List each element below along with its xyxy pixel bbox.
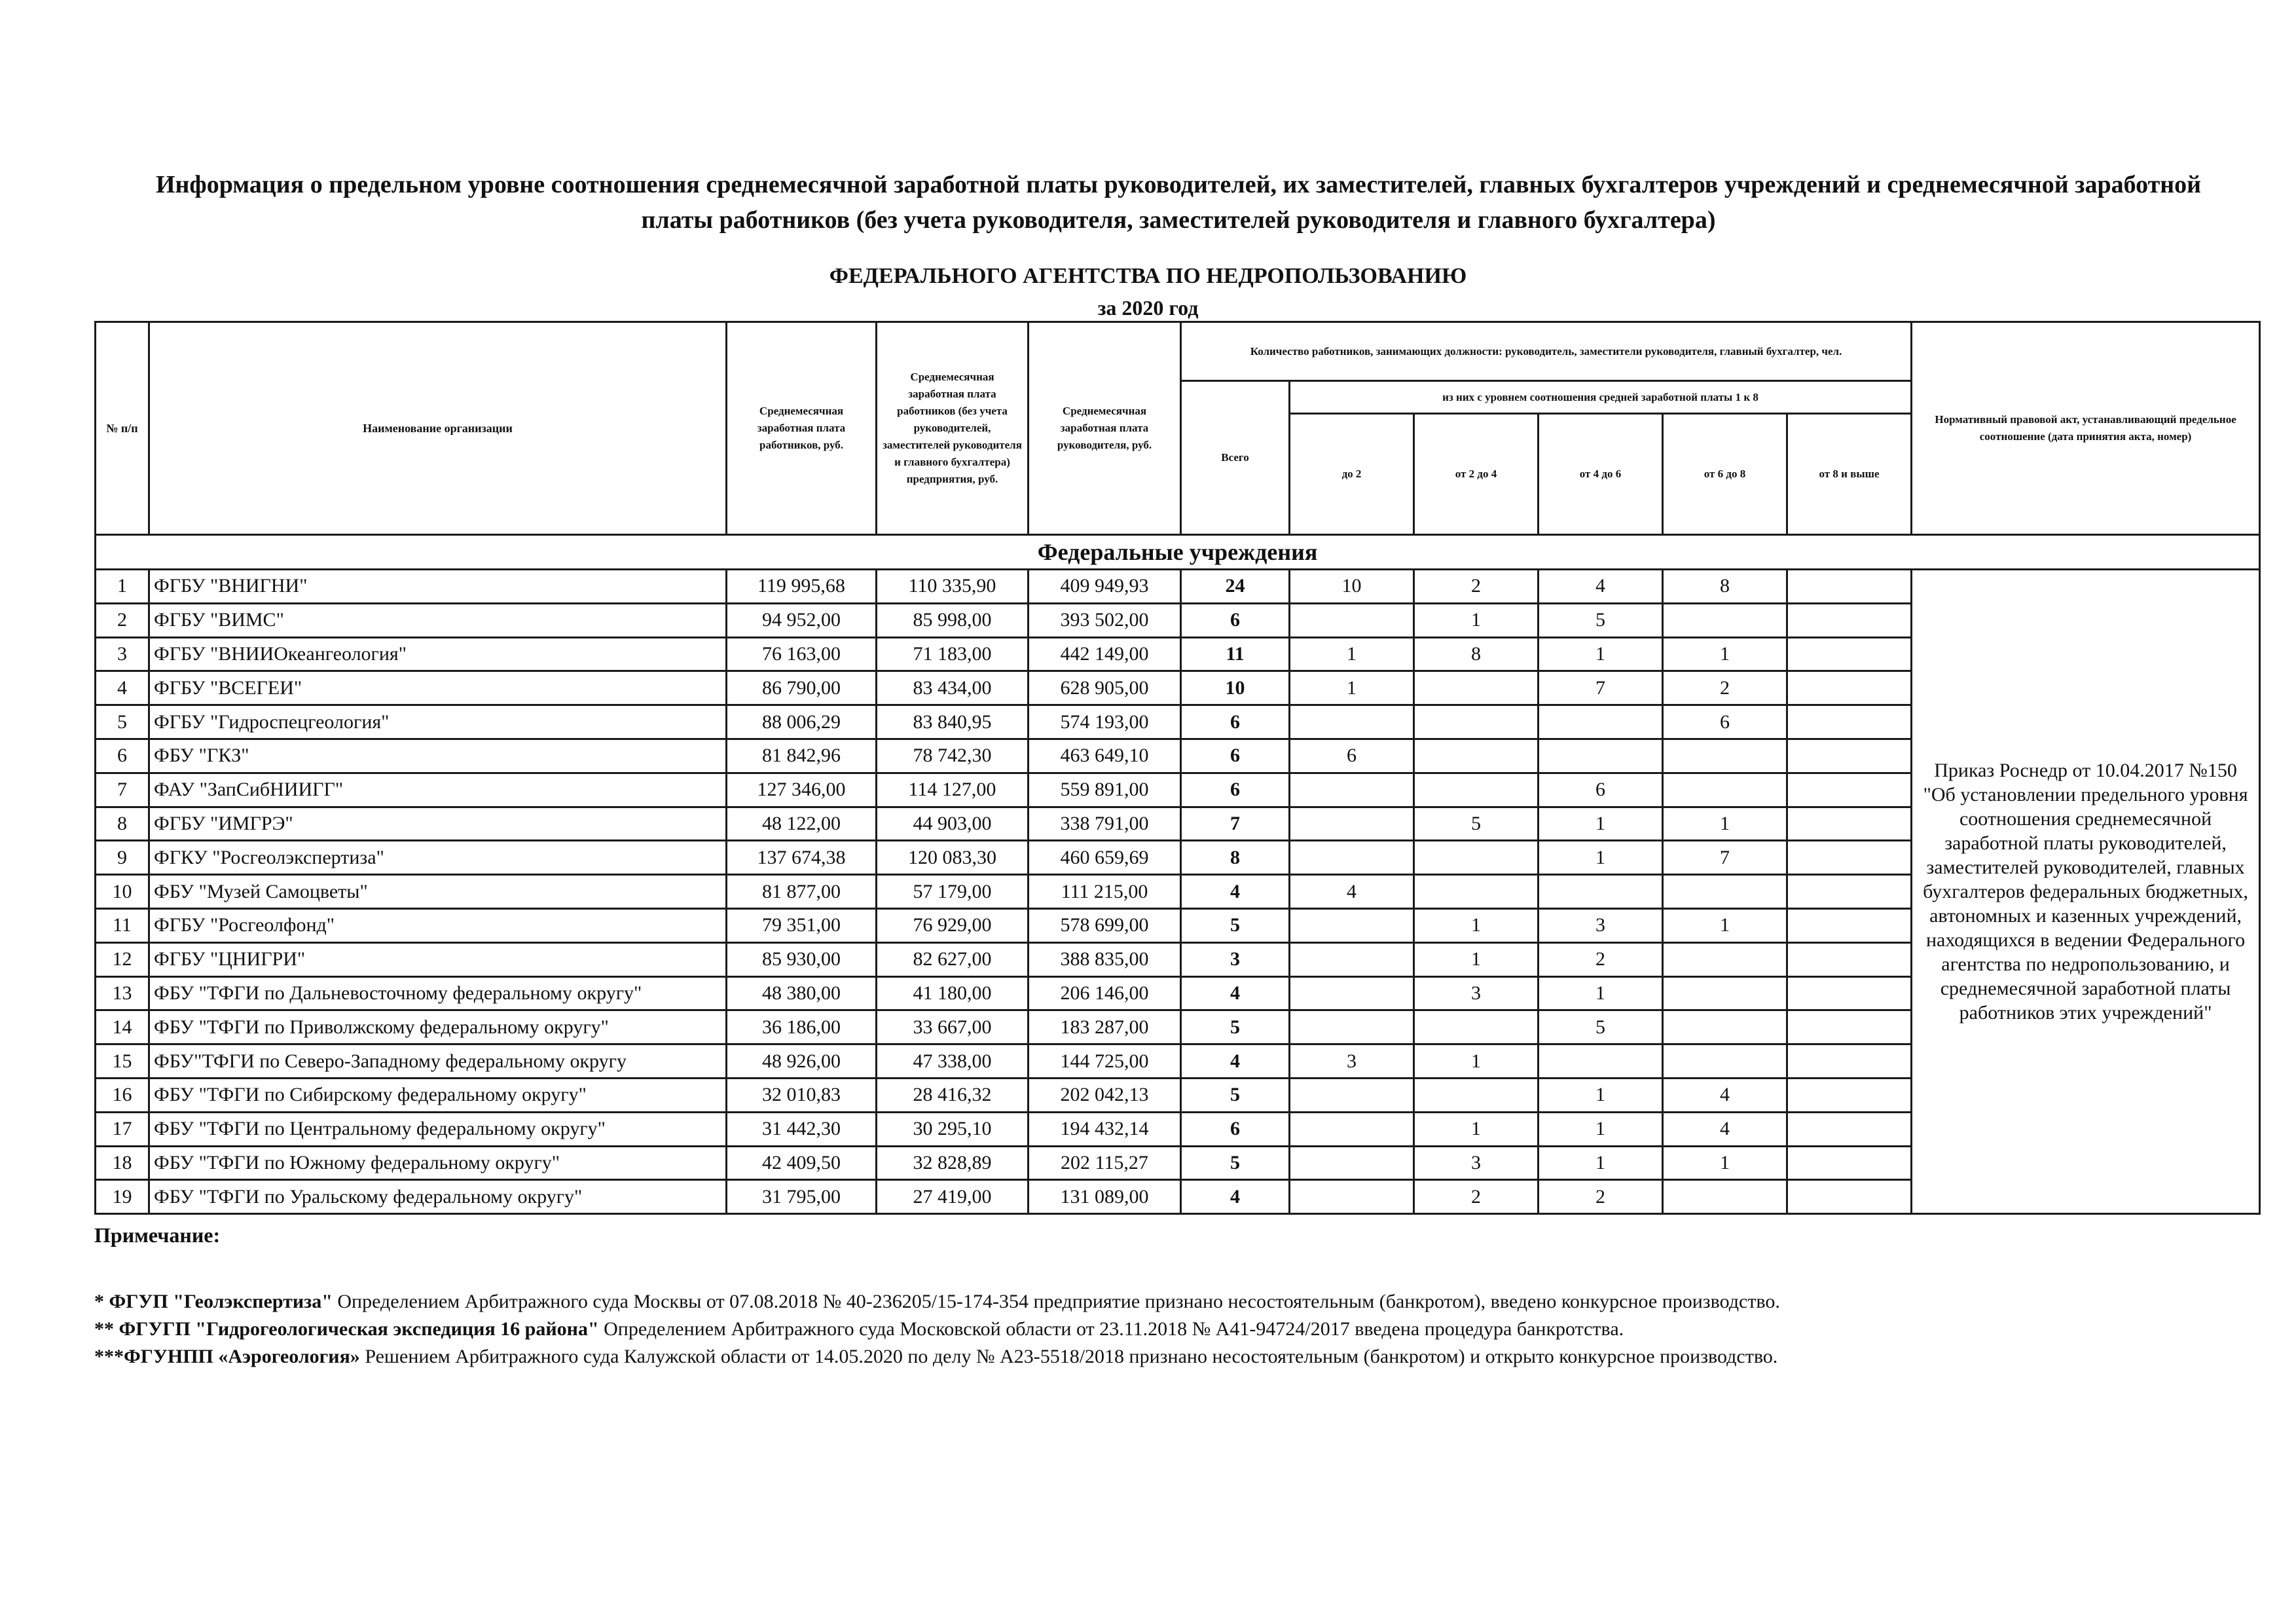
row-number: 10	[96, 875, 149, 909]
count-total: 5	[1181, 908, 1290, 942]
count-8-plus	[1787, 1078, 1912, 1112]
avg-salary-head: 393 502,00	[1029, 603, 1181, 637]
header-ratio-8-plus: от 8 и выше	[1787, 414, 1912, 535]
avg-salary-head: 463 649,10	[1029, 739, 1181, 773]
org-name: ФБУ"ТФГИ по Северо-Западному федеральному округу	[149, 1044, 727, 1079]
avg-salary-excl: 83 840,95	[877, 705, 1029, 739]
org-name: ФБУ "ТФГИ по Уральскому федеральному округу"	[149, 1180, 727, 1214]
count-4-to-6	[1539, 875, 1663, 909]
org-name: ФГБУ "ВНИГНИ"	[149, 570, 727, 604]
count-6-to-8: 2	[1663, 671, 1787, 705]
count-2-to-4	[1414, 773, 1539, 807]
row-number: 6	[96, 739, 149, 773]
avg-salary-head: 111 215,00	[1029, 875, 1181, 909]
row-number: 14	[96, 1010, 149, 1044]
row-number: 16	[96, 1078, 149, 1112]
header-ratio-6-to-8: от 6 до 8	[1663, 414, 1787, 535]
avg-salary-head: 442 149,00	[1029, 637, 1181, 671]
count-4-to-6: 2	[1539, 1180, 1663, 1214]
count-2-to-4: 1	[1414, 908, 1539, 942]
count-8-plus	[1787, 1180, 1912, 1214]
header-ratio-2-to-4: от 2 до 4	[1414, 414, 1539, 535]
count-total: 4	[1181, 976, 1290, 1010]
notes-list	[94, 1288, 2255, 1371]
note-prefix: **	[94, 1318, 119, 1340]
count-4-to-6: 4	[1539, 570, 1663, 604]
count-8-plus	[1787, 637, 1912, 671]
header-avg-salary-excl: Среднемесячная заработная плата работников (без учета руководителей, заместителей руководителя и главного бухгалтера) предприятия, руб.	[877, 322, 1029, 535]
row-number: 12	[96, 942, 149, 976]
avg-salary-head: 194 432,14	[1029, 1112, 1181, 1146]
avg-salary-excl: 110 335,90	[877, 570, 1029, 604]
org-name: ФГБУ "Росгеолфонд"	[149, 908, 727, 942]
org-name: ФБУ "ТФГИ по Приволжскому федеральному округу"	[149, 1010, 727, 1044]
avg-salary-head: 628 905,00	[1029, 671, 1181, 705]
avg-salary-head: 578 699,00	[1029, 908, 1181, 942]
avg-salary-excl: 41 180,00	[877, 976, 1029, 1010]
count-2-to-4: 1	[1414, 942, 1539, 976]
avg-salary-head: 206 146,00	[1029, 976, 1181, 1010]
count-4-to-6: 3	[1539, 908, 1663, 942]
avg-salary-workers: 127 346,00	[727, 773, 877, 807]
avg-salary-workers: 85 930,00	[727, 942, 877, 976]
org-name: ФБУ "Музей Самоцветы"	[149, 875, 727, 909]
avg-salary-excl: 33 667,00	[877, 1010, 1029, 1044]
count-6-to-8	[1663, 773, 1787, 807]
count-6-to-8	[1663, 603, 1787, 637]
count-8-plus	[1787, 773, 1912, 807]
row-number: 17	[96, 1112, 149, 1146]
org-name: ФБУ "ГКЗ"	[149, 739, 727, 773]
avg-salary-excl: 57 179,00	[877, 875, 1029, 909]
note-item	[94, 1316, 2255, 1343]
count-up-to-2	[1290, 1112, 1414, 1146]
org-name: ФГБУ "ВНИИОкеангеология"	[149, 637, 727, 671]
count-8-plus	[1787, 841, 1912, 875]
count-8-plus	[1787, 1112, 1912, 1146]
avg-salary-excl: 78 742,30	[877, 739, 1029, 773]
count-4-to-6: 5	[1539, 1010, 1663, 1044]
count-6-to-8: 8	[1663, 570, 1787, 604]
count-2-to-4: 3	[1414, 976, 1539, 1010]
avg-salary-excl: 47 338,00	[877, 1044, 1029, 1079]
avg-salary-head: 131 089,00	[1029, 1180, 1181, 1214]
count-up-to-2	[1290, 603, 1414, 637]
count-4-to-6: 1	[1539, 807, 1663, 841]
header-ratio-up-to-2: до 2	[1290, 414, 1414, 535]
note-prefix: *	[94, 1291, 109, 1312]
avg-salary-workers: 48 926,00	[727, 1044, 877, 1079]
count-4-to-6: 6	[1539, 773, 1663, 807]
count-2-to-4	[1414, 705, 1539, 739]
avg-salary-workers: 79 351,00	[727, 908, 877, 942]
header-org-name: Наименование организации	[149, 322, 727, 535]
salary-ratio-table	[94, 321, 2261, 1215]
notes-block	[94, 1223, 2255, 1371]
count-up-to-2	[1290, 976, 1414, 1010]
count-6-to-8: 4	[1663, 1112, 1787, 1146]
count-total: 11	[1181, 637, 1290, 671]
count-4-to-6: 1	[1539, 1112, 1663, 1146]
count-total: 4	[1181, 1180, 1290, 1214]
count-4-to-6: 1	[1539, 841, 1663, 875]
count-8-plus	[1787, 739, 1912, 773]
count-6-to-8: 1	[1663, 1146, 1787, 1180]
count-4-to-6: 1	[1539, 1146, 1663, 1180]
note-item	[94, 1343, 2255, 1371]
count-total: 4	[1181, 875, 1290, 909]
note-org: ФГУП "Геолэкспертиза"	[109, 1291, 333, 1312]
count-8-plus	[1787, 1044, 1912, 1079]
header-ratio-group: из них с уровнем соотношения средней заработной платы 1 к 8	[1290, 381, 1912, 414]
row-number: 9	[96, 841, 149, 875]
count-2-to-4: 8	[1414, 637, 1539, 671]
avg-salary-workers: 86 790,00	[727, 671, 877, 705]
count-total: 6	[1181, 1112, 1290, 1146]
avg-salary-workers: 36 186,00	[727, 1010, 877, 1044]
count-up-to-2: 3	[1290, 1044, 1414, 1079]
note-text: Определением Арбитражного суда Московской области от 23.11.2018 № А41-94724/2017 введена процедура банкротства.	[598, 1318, 1624, 1340]
row-number: 13	[96, 976, 149, 1010]
count-8-plus	[1787, 671, 1912, 705]
org-name: ФБУ "ТФГИ по Южному федеральному округу"	[149, 1146, 727, 1180]
header-count-group: Количество работников, занимающих должности: руководитель, заместители руководителя, главный бухгалтер, чел.	[1181, 322, 1912, 381]
count-2-to-4	[1414, 1078, 1539, 1112]
row-number: 3	[96, 637, 149, 671]
count-total: 6	[1181, 705, 1290, 739]
count-6-to-8: 7	[1663, 841, 1787, 875]
org-name: ФГКУ "Росгеолэкспертиза"	[149, 841, 727, 875]
avg-salary-excl: 85 998,00	[877, 603, 1029, 637]
org-name: ФГБУ "Гидроспецгеология"	[149, 705, 727, 739]
count-8-plus	[1787, 807, 1912, 841]
notes-label: Примечание:	[94, 1223, 221, 1247]
note-item	[94, 1288, 2255, 1316]
avg-salary-workers: 81 877,00	[727, 875, 877, 909]
count-up-to-2: 4	[1290, 875, 1414, 909]
count-8-plus	[1787, 603, 1912, 637]
count-total: 6	[1181, 739, 1290, 773]
row-number: 19	[96, 1180, 149, 1214]
avg-salary-excl: 76 929,00	[877, 908, 1029, 942]
row-number: 4	[96, 671, 149, 705]
note-prefix: ***	[94, 1346, 124, 1367]
avg-salary-workers: 48 380,00	[727, 976, 877, 1010]
count-total: 6	[1181, 603, 1290, 637]
count-up-to-2	[1290, 1146, 1414, 1180]
document-title: Информация о предельном уровне соотношения среднемесячной заработной платы руководителей, их заместителей, главных бухгалтеров учреждений и среднемесячной заработной платы работников (без учета руководителя, заместителей руководителя и главного бухгалтера)	[155, 171, 2202, 234]
header-num: № п/п	[96, 322, 149, 535]
count-2-to-4: 1	[1414, 1112, 1539, 1146]
avg-salary-head: 388 835,00	[1029, 942, 1181, 976]
avg-salary-workers: 76 163,00	[727, 637, 877, 671]
count-2-to-4	[1414, 1010, 1539, 1044]
count-up-to-2	[1290, 1180, 1414, 1214]
count-6-to-8	[1663, 1044, 1787, 1079]
section-title: Федеральные учреждения	[96, 535, 2260, 570]
count-8-plus	[1787, 1010, 1912, 1044]
count-4-to-6: 1	[1539, 976, 1663, 1010]
agency-name: ФЕДЕРАЛЬНОГО АГЕНТСТВА ПО НЕДРОПОЛЬЗОВАНИЮ	[829, 264, 1467, 288]
note-text: Решением Арбитражного суда Калужской области от 14.05.2020 по делу № А23-5518/2018 признано несостоятельным (банкротом) и открыто конкурсное производство.	[359, 1346, 1778, 1367]
header-avg-salary-workers: Среднемесячная заработная плата работников, руб.	[727, 322, 877, 535]
count-total: 24	[1181, 570, 1290, 604]
row-number: 5	[96, 705, 149, 739]
count-6-to-8: 6	[1663, 705, 1787, 739]
row-number: 2	[96, 603, 149, 637]
count-up-to-2: 10	[1290, 570, 1414, 604]
avg-salary-workers: 119 995,68	[727, 570, 877, 604]
count-4-to-6	[1539, 739, 1663, 773]
count-6-to-8: 1	[1663, 637, 1787, 671]
count-6-to-8: 1	[1663, 908, 1787, 942]
count-up-to-2: 6	[1290, 739, 1414, 773]
table-row	[96, 570, 2260, 604]
org-name: ФБУ "ТФГИ по Центральному федеральному округу"	[149, 1112, 727, 1146]
count-8-plus	[1787, 570, 1912, 604]
count-6-to-8	[1663, 739, 1787, 773]
avg-salary-excl: 44 903,00	[877, 807, 1029, 841]
avg-salary-workers: 42 409,50	[727, 1146, 877, 1180]
avg-salary-workers: 88 006,29	[727, 705, 877, 739]
count-6-to-8: 4	[1663, 1078, 1787, 1112]
count-2-to-4: 5	[1414, 807, 1539, 841]
count-total: 5	[1181, 1010, 1290, 1044]
count-6-to-8	[1663, 942, 1787, 976]
count-total: 7	[1181, 807, 1290, 841]
avg-salary-workers: 31 795,00	[727, 1180, 877, 1214]
org-name: ФГБУ "ВИМС"	[149, 603, 727, 637]
count-2-to-4: 1	[1414, 1044, 1539, 1079]
org-name: ФБУ "ТФГИ по Дальневосточному федеральному округу"	[149, 976, 727, 1010]
count-total: 5	[1181, 1146, 1290, 1180]
count-total: 6	[1181, 773, 1290, 807]
count-8-plus	[1787, 1146, 1912, 1180]
count-2-to-4: 2	[1414, 570, 1539, 604]
count-up-to-2: 1	[1290, 671, 1414, 705]
avg-salary-head: 202 115,27	[1029, 1146, 1181, 1180]
count-8-plus	[1787, 908, 1912, 942]
avg-salary-head: 338 791,00	[1029, 807, 1181, 841]
count-2-to-4	[1414, 739, 1539, 773]
avg-salary-head: 144 725,00	[1029, 1044, 1181, 1079]
count-6-to-8	[1663, 875, 1787, 909]
count-8-plus	[1787, 942, 1912, 976]
org-name: ФАУ "ЗапСибНИИГГ"	[149, 773, 727, 807]
count-8-plus	[1787, 875, 1912, 909]
org-name: ФГБУ "ИМГРЭ"	[149, 807, 727, 841]
count-4-to-6	[1539, 705, 1663, 739]
row-number: 1	[96, 570, 149, 604]
count-total: 4	[1181, 1044, 1290, 1079]
count-6-to-8	[1663, 1180, 1787, 1214]
avg-salary-head: 559 891,00	[1029, 773, 1181, 807]
count-2-to-4	[1414, 875, 1539, 909]
count-up-to-2	[1290, 841, 1414, 875]
count-total: 5	[1181, 1078, 1290, 1112]
org-name: ФГБУ "ВСЕГЕИ"	[149, 671, 727, 705]
row-number: 7	[96, 773, 149, 807]
row-number: 11	[96, 908, 149, 942]
avg-salary-excl: 27 419,00	[877, 1180, 1029, 1214]
count-up-to-2	[1290, 908, 1414, 942]
count-2-to-4	[1414, 841, 1539, 875]
count-2-to-4: 2	[1414, 1180, 1539, 1214]
avg-salary-excl: 28 416,32	[877, 1078, 1029, 1112]
count-4-to-6: 1	[1539, 1078, 1663, 1112]
avg-salary-excl: 32 828,89	[877, 1146, 1029, 1180]
avg-salary-head: 409 949,93	[1029, 570, 1181, 604]
note-org: ФГУНПП «Аэрогеология»	[124, 1346, 360, 1367]
legal-act-text: Приказ Роснедр от 10.04.2017 №150 "Об установлении предельного уровня соотношения среднемесячной заработной платы руководителей, заместителей руководителей, главных бухгалтеров федеральных бюджетных, автономных и казенных учреждений, находящихся в ведении Федерального агентства по недропользованию, и среднемесячной заработной платы работников этих учреждений"	[1912, 570, 2260, 1214]
header-legal-act: Нормативный правовой акт, устанавливающий предельное соотношение (дата принятия акта, номер)	[1912, 322, 2260, 535]
count-6-to-8	[1663, 976, 1787, 1010]
count-total: 10	[1181, 671, 1290, 705]
count-6-to-8	[1663, 1010, 1787, 1044]
avg-salary-excl: 30 295,10	[877, 1112, 1029, 1146]
avg-salary-workers: 94 952,00	[727, 603, 877, 637]
note-org: ФГУГП "Гидрогеологическая экспедиция 16 района"	[118, 1318, 599, 1340]
avg-salary-workers: 48 122,00	[727, 807, 877, 841]
avg-salary-workers: 32 010,83	[727, 1078, 877, 1112]
count-4-to-6: 5	[1539, 603, 1663, 637]
count-up-to-2	[1290, 1078, 1414, 1112]
count-8-plus	[1787, 976, 1912, 1010]
count-up-to-2	[1290, 942, 1414, 976]
row-number: 18	[96, 1146, 149, 1180]
count-2-to-4: 3	[1414, 1146, 1539, 1180]
count-total: 3	[1181, 942, 1290, 976]
count-2-to-4: 1	[1414, 603, 1539, 637]
org-name: ФБУ "ТФГИ по Сибирскому федеральному округу"	[149, 1078, 727, 1112]
count-2-to-4	[1414, 671, 1539, 705]
avg-salary-excl: 82 627,00	[877, 942, 1029, 976]
header-total: Всего	[1181, 381, 1290, 535]
report-period: за 2020 год	[1097, 296, 1199, 320]
count-total: 8	[1181, 841, 1290, 875]
count-8-plus	[1787, 705, 1912, 739]
count-up-to-2	[1290, 1010, 1414, 1044]
count-up-to-2	[1290, 807, 1414, 841]
count-6-to-8: 1	[1663, 807, 1787, 841]
avg-salary-excl: 83 434,00	[877, 671, 1029, 705]
avg-salary-excl: 120 083,30	[877, 841, 1029, 875]
avg-salary-excl: 114 127,00	[877, 773, 1029, 807]
avg-salary-head: 460 659,69	[1029, 841, 1181, 875]
note-text: Определением Арбитражного суда Москвы от 07.08.2018 № 40-236205/15-174-354 предприятие признано несостоятельным (банкротом), введено конкурсное производство.	[332, 1291, 1780, 1312]
avg-salary-head: 574 193,00	[1029, 705, 1181, 739]
count-4-to-6: 7	[1539, 671, 1663, 705]
avg-salary-head: 183 287,00	[1029, 1010, 1181, 1044]
avg-salary-workers: 137 674,38	[727, 841, 877, 875]
avg-salary-workers: 31 442,30	[727, 1112, 877, 1146]
header-ratio-4-to-6: от 4 до 6	[1539, 414, 1663, 535]
count-4-to-6	[1539, 1044, 1663, 1079]
row-number: 15	[96, 1044, 149, 1079]
count-up-to-2	[1290, 705, 1414, 739]
avg-salary-workers: 81 842,96	[727, 739, 877, 773]
row-number: 8	[96, 807, 149, 841]
count-up-to-2	[1290, 773, 1414, 807]
count-4-to-6: 1	[1539, 637, 1663, 671]
header-avg-salary-head: Среднемесячная заработная плата руководителя, руб.	[1029, 322, 1181, 535]
count-up-to-2: 1	[1290, 637, 1414, 671]
avg-salary-excl: 71 183,00	[877, 637, 1029, 671]
org-name: ФГБУ "ЦНИГРИ"	[149, 942, 727, 976]
count-4-to-6: 2	[1539, 942, 1663, 976]
avg-salary-head: 202 042,13	[1029, 1078, 1181, 1112]
